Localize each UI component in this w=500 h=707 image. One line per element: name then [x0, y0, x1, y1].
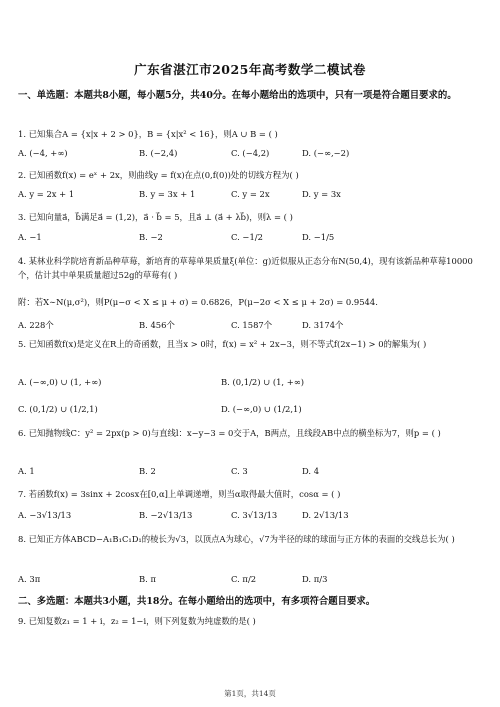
- question-7-option-a: A. −3√13/13: [18, 510, 72, 520]
- question-1-option-a: A. (−4, +∞): [18, 148, 68, 158]
- question-7-stem: 7. 若函数f(x) = 3sinx + 2cosx在[0,α]上单调递增，则当α取得最大值时，cosα = ( ): [18, 489, 341, 499]
- question-3-option-d: D. −1/5: [302, 232, 335, 242]
- question-2-option-a: A. y = 2x + 1: [18, 189, 75, 199]
- question-4-option-a: A. 228个: [18, 320, 54, 330]
- question-3-option-b: B. −2: [139, 232, 163, 242]
- question-3-option-c: C. −1/2: [231, 232, 263, 242]
- question-4-stem: 4. 某林业科学院培育新品种草莓，新培育的草莓单果质量ξ(单位：g)近似服从正态分布N(50,4)，现有该新品种草莓10000个，估计其中单果质量超过52g的草莓有( ): [18, 256, 473, 280]
- question-5-options-row1: [18, 377, 488, 391]
- question-8-option-d: D. π/3: [302, 574, 328, 584]
- question-4-option-d: D. 3174个: [302, 320, 344, 330]
- question-6-option-b: B. 2: [139, 466, 156, 476]
- question-5-option-d: D. (−∞,0) ∪ (1/2,1): [221, 404, 302, 414]
- exam-title: 广东省湛江市2025年高考数学二模试卷: [134, 62, 366, 77]
- question-6-options: [18, 466, 488, 480]
- question-3-options: [18, 232, 488, 246]
- question-5-option-a: A. (−∞,0) ∪ (1, +∞): [18, 377, 102, 387]
- question-7-options: [18, 510, 488, 524]
- question-8-option-c: C. π/2: [231, 574, 257, 584]
- question-9-stem: 9. 已知复数z₁ = 1 + i，z₂ = 1−i，则下列复数为纯虚数的是( ): [18, 616, 256, 626]
- question-7-option-c: C. 3√13/13: [231, 510, 278, 520]
- section-heading-single-choice: 一、单选题：本题共8小题，每小题5分，共40分。在每小题给出的选项中，只有一项是符合题目要求的。: [18, 90, 457, 101]
- question-1-options: [18, 148, 488, 162]
- question-7-option-d: D. 2√13/13: [302, 510, 349, 520]
- question-1-option-d: D. (−∞,−2): [302, 148, 350, 158]
- question-5-option-c: C. (0,1/2) ∪ (1/2,1): [18, 404, 98, 414]
- question-3-stem: 3. 已知向量a⃗，b⃗满足a⃗ = (1,2)，a⃗ · b⃗ = 5，且a⃗ ⊥ (a⃗ + λb⃗)，则λ = ( ): [18, 212, 293, 222]
- question-8-option-a: A. 3π: [18, 574, 41, 584]
- question-2-stem: 2. 已知函数f(x) = eˣ + 2x，则曲线y = f(x)在点(0,f(0))处的切线方程为( ): [18, 170, 299, 180]
- question-6-option-d: D. 4: [302, 466, 320, 476]
- question-5-option-b: B. (0,1/2) ∪ (1, +∞): [221, 377, 305, 387]
- question-4-option-c: C. 1587个: [231, 320, 273, 330]
- question-7-option-b: B. −2√13/13: [139, 510, 193, 520]
- question-2-option-c: C. y = 2x: [231, 189, 270, 199]
- question-8-option-b: B. π: [139, 574, 156, 584]
- question-4-note: 附：若X∼N(μ,σ²)，则P(μ−σ < X ≤ μ + σ) = 0.6826，P(μ−2σ < X ≤ μ + 2σ) = 0.9544.: [18, 297, 378, 307]
- question-8-options: [18, 574, 488, 588]
- question-1-option-b: B. (−2,4): [139, 148, 178, 158]
- question-2-options: [18, 189, 488, 203]
- question-4-options: [18, 319, 488, 333]
- question-5-stem: 5. 已知函数f(x)是定义在R上的奇函数，且当x > 0时，f(x) = x² + 2x−3，则不等式f(2x−1) > 0的解集为( ): [18, 339, 427, 349]
- question-6-option-c: C. 3: [231, 466, 248, 476]
- question-2-option-d: D. y = 3x: [302, 189, 341, 199]
- question-3-option-a: A. −1: [18, 232, 42, 242]
- question-1-option-c: C. (−4,2): [231, 148, 270, 158]
- question-8-stem: 8. 已知正方体ABCD−A₁B₁C₁D₁的棱长为√3，以顶点A为球心，√7为半径的球的球面与正方体的表面的交线总长为( ): [18, 534, 455, 544]
- question-2-option-b: B. y = 3x + 1: [139, 189, 196, 199]
- question-5-options-row2: [18, 404, 488, 418]
- question-4-option-b: B. 456个: [139, 320, 175, 330]
- question-6-option-a: A. 1: [18, 466, 35, 476]
- question-1-stem: 1. 已知集合A = {x|x + 2 > 0}，B = {x|x² < 16}，则A ∪ B = ( ): [18, 129, 278, 139]
- question-6-stem: 6. 已知抛物线C：y² = 2px(p > 0)与直线l：x−y−3 = 0交于A，B两点，且线段AB中点的横坐标为7，则p = ( ): [18, 428, 441, 438]
- page-footer: 第1页，共14页: [224, 689, 276, 698]
- section-heading-multiple-choice: 二、多选题：本题共3小题，共18分。在每小题给出的选项中，有多项符合题目要求。: [18, 596, 376, 607]
